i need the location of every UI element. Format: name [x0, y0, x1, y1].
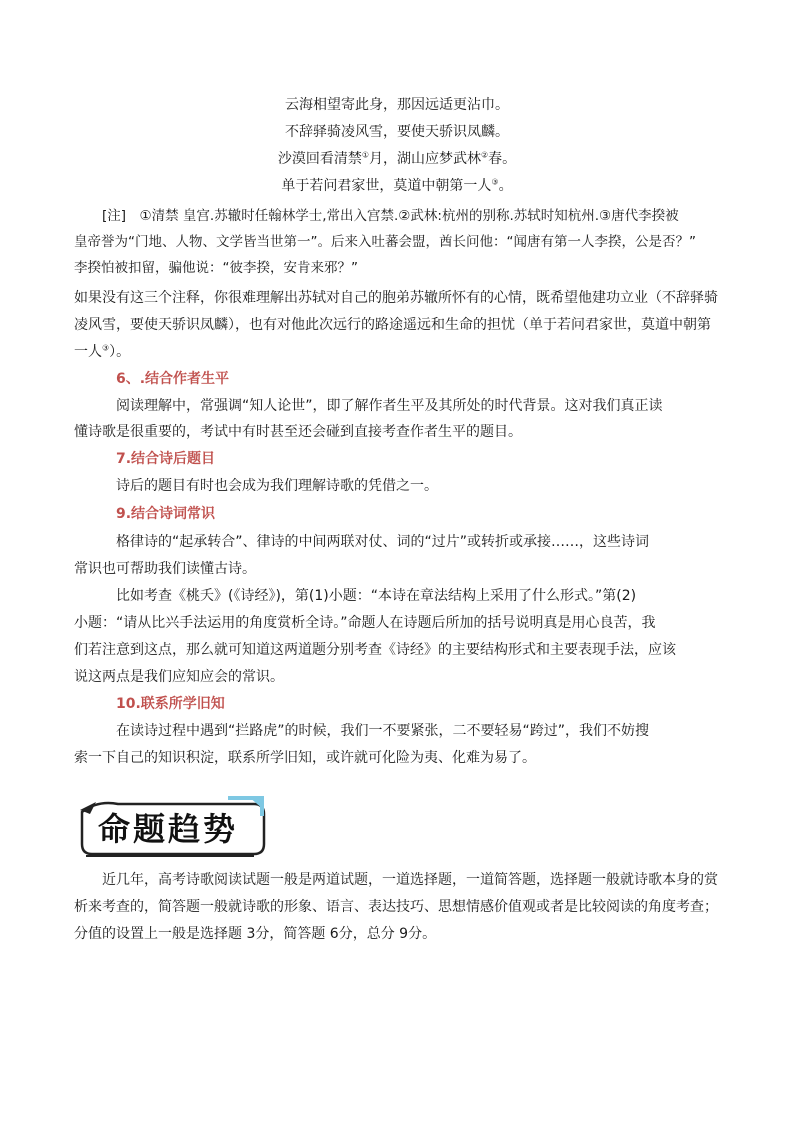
section-10-heading: 10.联系所学旧知	[116, 696, 225, 712]
trend-line-1: 近几年，高考诗歌阅读试题一般是两道试题，一道选择题，一道简答题，选择题一般就诗歌本身的赏	[102, 872, 718, 888]
note-line-2: 皇帝誉为“门地、人物、文学皆当世第一”。后来入吐蕃会盟，酋长问他：“闻唐有第一人李揆，公是否？”	[74, 234, 696, 250]
section-9-line-3: 比如考查《桃夭》(《诗经》)，第(1)小题：“本诗在章法结构上采用了什么形式。”第(2)	[116, 588, 637, 604]
note-line-1: [注] ①清禁 皇宫.苏辙时任翰林学士,常出入宫禁.②武林:杭州的别称.苏轼时知杭州.③唐代李揆被	[102, 208, 679, 224]
section-9-heading: 9.结合诗词常识	[116, 506, 216, 522]
section-9-line-4: 小题：“请从比兴手法运用的角度赏析全诗。”命题人在诗题后所加的括号说明真是用心良苦，我	[74, 615, 656, 631]
banner-title: 命题趋势	[98, 810, 239, 848]
section-6-line-1: 阅读理解中，常强调“知人论世”，即了解作者生平及其所处的时代背景。这对我们真正读	[116, 398, 663, 414]
trend-line-2: 析来考查的，简答题一般就诗歌的形象、语言、表达技巧、思想情感价值观或者是比较阅读的角度考查；	[74, 899, 718, 915]
para-line-2: 凌风雪，要使天骄识凤麟），也有对他此次远行的路途遥远和生命的担忧（单于若问君家世，莫道中朝第	[74, 317, 711, 333]
note-line-3: 李揆怕被扣留，骗他说：“彼李揆，安肯来邪？”	[74, 260, 358, 276]
section-7-heading: 7.结合诗后题目	[116, 451, 216, 467]
section-10-line-1: 在读诗过程中遇到“拦路虎”的时候，我们一不要紧张，二不要轻易“跨过”，我们不妨搜	[116, 723, 650, 739]
trend-banner	[78, 794, 268, 860]
poem-line-3: 沙漠回看清禁①月，湖山应梦武林②春。	[277, 150, 517, 167]
para-line-3: 一人③）。	[74, 343, 131, 360]
poem-line-4: 单于若问君家世，莫道中朝第一人③。	[281, 177, 513, 194]
section-9-line-1: 格律诗的“起承转合”、律诗的中间两联对仗、词的“过片”或转折或承接……，这些诗词	[116, 534, 650, 550]
section-9-line-2: 常识也可帮助我们读懂古诗。	[74, 561, 256, 577]
section-6-line-2: 懂诗歌是很重要的，考试中有时甚至还会碰到直接考查作者生平的题目。	[74, 424, 522, 440]
para-line-1: 如果没有这三个注释，你很难理解出苏轼对自己的胞弟苏辙所怀有的心情，既希望他建功立业（不辞驿骑	[74, 290, 718, 306]
section-6-heading: 6、.结合作者生平	[116, 371, 230, 387]
section-9-line-5: 们若注意到这点，那么就可知道这两道题分别考查《诗经》的主要结构形式和主要表现手法，应该	[74, 642, 676, 658]
section-9-line-6: 说这两点是我们应知应会的常识。	[74, 669, 284, 685]
section-7-line-1: 诗后的题目有时也会成为我们理解诗歌的凭借之一。	[116, 478, 438, 494]
section-10-line-2: 索一下自己的知识积淀，联系所学旧知，或许就可化险为夷、化难为易了。	[74, 750, 536, 766]
trend-line-3: 分值的设置上一般是选择题 3分，简答题 6分，总分 9分。	[74, 926, 437, 942]
poem-line-1: 云海相望寄此身，那因远适更沾巾。	[285, 97, 509, 113]
poem-line-2: 不辞驿骑凌风雪，要使天骄识凤麟。	[285, 124, 509, 140]
